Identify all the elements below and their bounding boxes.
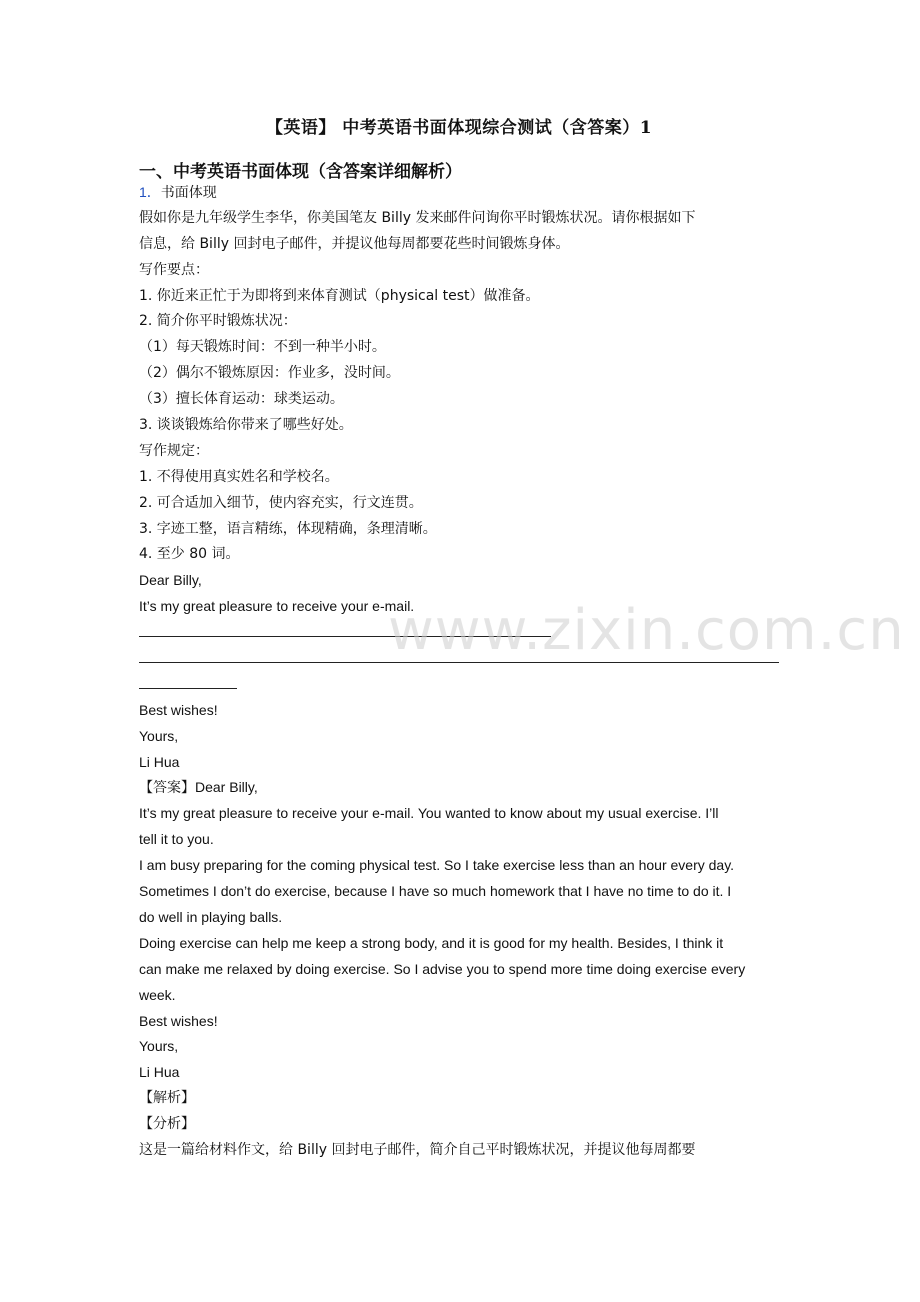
prompt-line: 信息，给 Billy 回封电子邮件，并提议他每周都要花些时间锻炼身体。 — [139, 235, 570, 252]
writing-subpoint: （1）每天锻炼时间：不到一种半小时。 — [139, 339, 386, 356]
writing-rule: 4. 至少 80 词。 — [139, 546, 240, 563]
writing-point: 1. 你近来正忙于为即将到来体育测试（physical test）做准备。 — [139, 287, 540, 304]
document-title: 【英语】 中考英语书面体现综合测试（含答案）1 — [265, 118, 653, 138]
answer-closing: Best wishes! — [139, 1012, 218, 1029]
question-number: 1． — [139, 184, 161, 200]
answer-line: Sometimes I don’t do exercise, because I have so much homework that I have no time to do it. I — [139, 883, 732, 900]
answer-line: I am busy preparing for the coming physical test. So I take exercise less than an hour every day. — [139, 857, 735, 874]
letter-opening: It’s my great pleasure to receive your e-mail. — [139, 598, 415, 615]
points-heading: 写作要点： — [139, 261, 209, 278]
blank-line — [139, 620, 779, 646]
writing-subpoint: （2）偶尔不锻炼原因：作业多，没时间。 — [139, 365, 400, 382]
analysis-line: 这是一篇给材料作文，给 Billy 回封电子邮件，简介自己平时锻炼状况，并提议他每周都要 — [139, 1141, 696, 1158]
question-label: 书面体现 — [160, 185, 217, 201]
answer-line: can make me relaxed by doing exercise. So I advise you to spend more time doing exercise every — [139, 960, 746, 977]
answer-line: do well in playing balls. — [139, 908, 283, 925]
blank-line — [139, 646, 779, 672]
answer-line: It’s my great pleasure to receive your e-mail. You wanted to know about my usual exercise. I’ll — [139, 805, 719, 822]
writing-point: 2. 简介你平时锻炼状况： — [139, 313, 297, 330]
answer-line: tell it to you. — [139, 831, 214, 848]
answer-tag: 【答案】 — [139, 780, 195, 797]
answer-signature: Li Hua — [139, 1064, 180, 1081]
letter-closing: Yours, — [139, 727, 179, 744]
blank-line — [139, 672, 779, 698]
watermark: www.zixin.com.cn — [388, 598, 905, 663]
document-body — [139, 180, 779, 1164]
rules-heading: 写作规定： — [139, 442, 209, 459]
letter-closing: Best wishes! — [139, 701, 218, 718]
writing-point: 3. 谈谈锻炼给你带来了哪些好处。 — [139, 417, 353, 434]
letter-greeting: Dear Billy, — [139, 572, 202, 589]
answer-closing: Yours, — [139, 1038, 179, 1055]
answer-line: Doing exercise can help me keep a strong body, and it is good for my health. Besides, I think it — [139, 934, 724, 951]
question-header — [139, 180, 779, 206]
prompt-line: 假如你是九年级学生李华，你美国笔友 Billy 发来邮件问询你平时锻炼状况。请你根据如下 — [139, 209, 696, 226]
writing-rule: 1. 不得使用真实姓名和学校名。 — [139, 468, 339, 485]
analysis-tag: 【解析】 — [139, 1090, 195, 1107]
section-heading: 一、中考英语书面体现（含答案详细解析） — [139, 162, 462, 182]
answer-line: week. — [139, 986, 176, 1003]
analysis-subtag: 【分析】 — [139, 1116, 195, 1133]
writing-subpoint: （3）擅长体育运动：球类运动。 — [139, 391, 344, 408]
writing-rule: 3. 字迹工整，语言精练，体现精确，条理清晰。 — [139, 520, 437, 537]
answer-greeting: Dear Billy, — [195, 779, 258, 796]
letter-signature: Li Hua — [139, 753, 180, 770]
writing-rule: 2. 可合适加入细节，使内容充实，行文连贯。 — [139, 494, 423, 511]
answer-start — [139, 775, 779, 801]
